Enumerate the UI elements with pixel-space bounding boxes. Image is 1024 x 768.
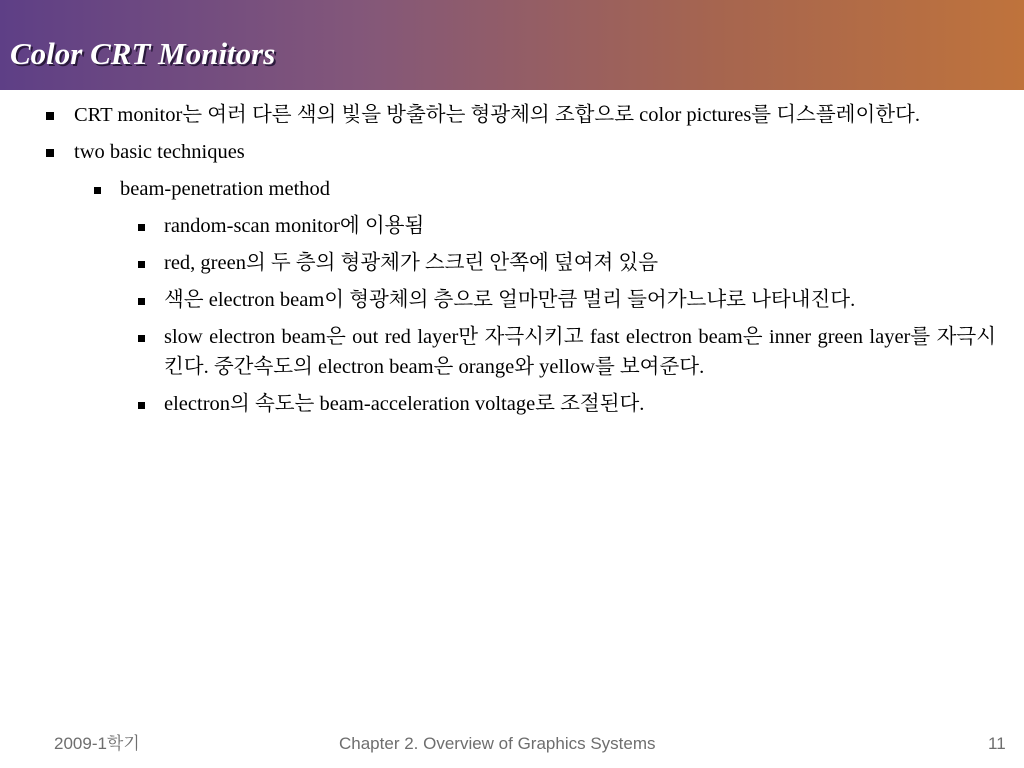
bullet-item — [164, 389, 996, 419]
bullet-text: electron의 속도는 beam-acceleration voltage로 조절된다. — [164, 393, 645, 415]
bullet-item — [164, 285, 996, 315]
square-bullet-icon — [94, 187, 101, 194]
bullet-text: beam-penetration method — [120, 178, 331, 200]
bullet-text: two basic techniques — [74, 141, 245, 163]
square-bullet-icon — [46, 149, 54, 157]
square-bullet-icon — [138, 261, 145, 268]
slide-content — [0, 100, 1024, 426]
bullet-text: slow electron beam은 out red layer만 자극시키고 fast electron beam은 inner green layer를 자극시킨다. 중간속도의 electron beam은 orange와 yellow를 보여준다. — [164, 326, 996, 378]
slide-title: Color CRT Monitors — [10, 36, 276, 71]
footer-chapter-title: Chapter 2. Overview of Graphics Systems — [339, 734, 656, 753]
bullet-text: random-scan monitor에 이용됨 — [164, 215, 425, 237]
footer-page-number: 11 — [988, 734, 1006, 753]
square-bullet-icon — [138, 402, 145, 409]
bullet-item — [164, 322, 996, 382]
title-bar — [0, 0, 1024, 90]
bullet-text: 색은 electron beam이 형광체의 층으로 얼마만큼 멀리 들어가느냐로 나타내진다. — [164, 289, 856, 311]
square-bullet-icon — [138, 298, 145, 305]
bullet-item — [74, 100, 996, 130]
square-bullet-icon — [46, 112, 54, 120]
bullet-item — [120, 174, 996, 204]
bullet-item — [164, 248, 996, 278]
square-bullet-icon — [138, 224, 145, 231]
bullet-text: red, green의 두 층의 형광체가 스크린 안쪽에 덮여져 있음 — [164, 252, 659, 274]
bullet-item — [164, 211, 996, 241]
square-bullet-icon — [138, 335, 145, 342]
bullet-text: CRT monitor는 여러 다른 색의 빛을 방출하는 형광체의 조합으로 color pictures를 디스플레이한다. — [74, 104, 920, 126]
footer-semester: 2009-1학기 — [54, 734, 140, 753]
bullet-item — [74, 137, 996, 167]
